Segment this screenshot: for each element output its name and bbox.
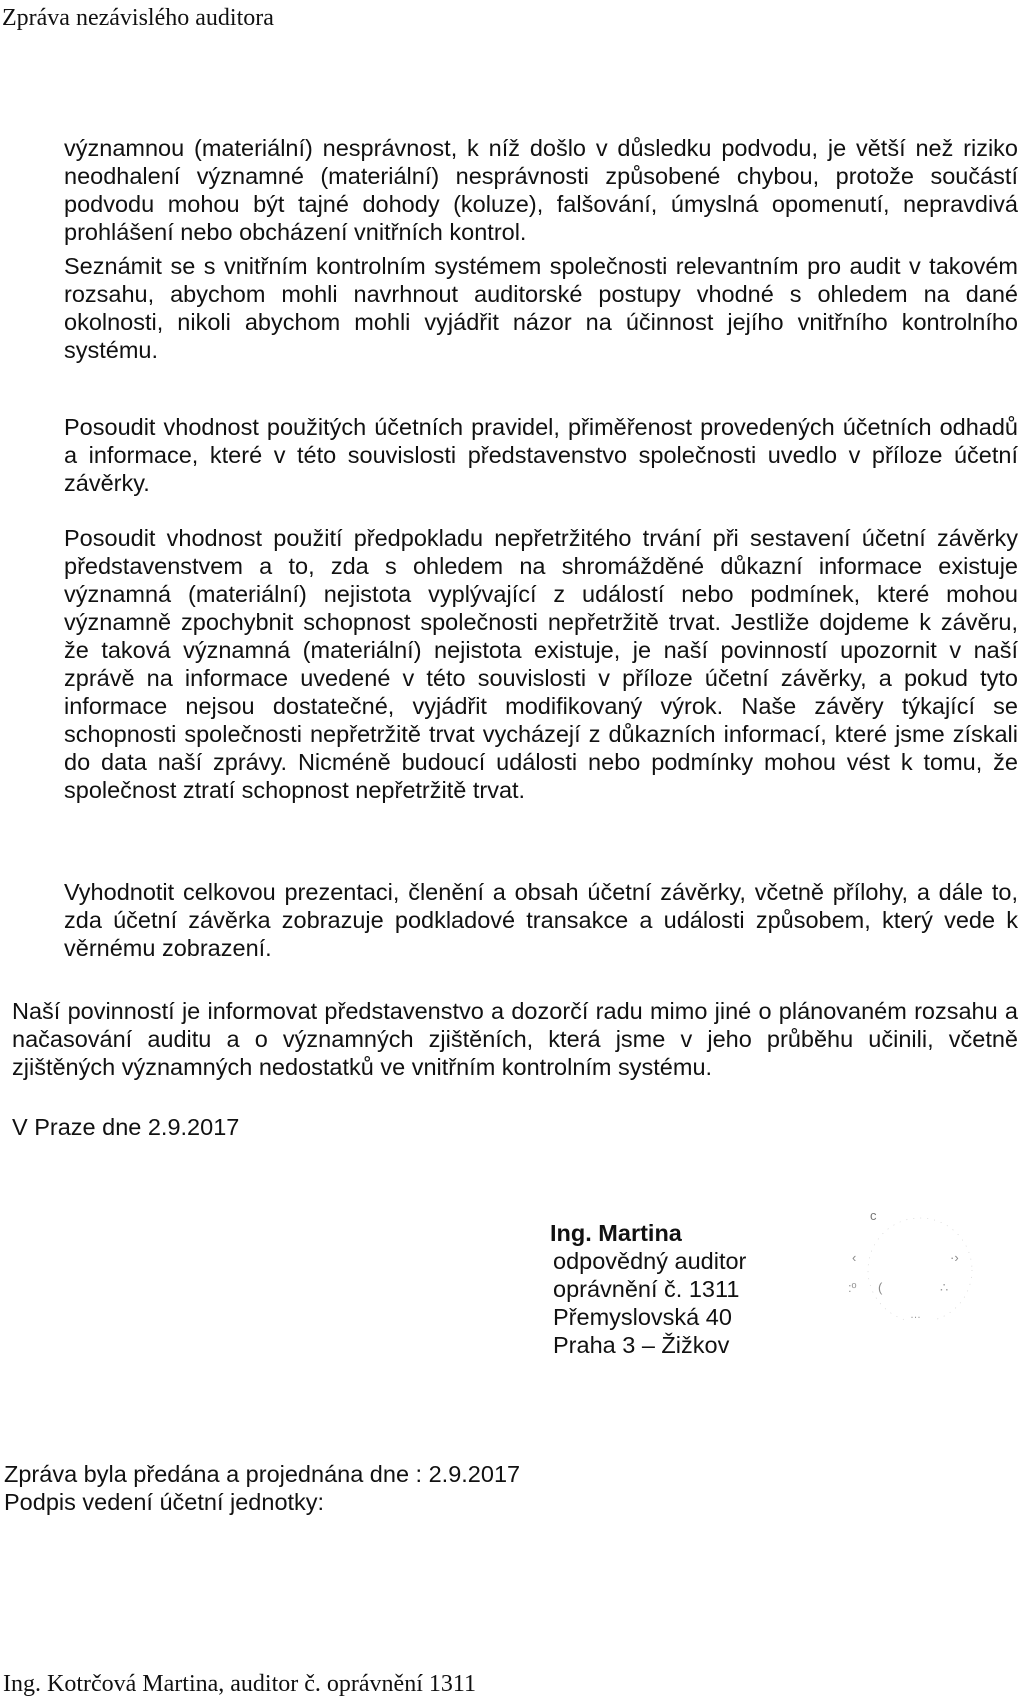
svg-text::º: :º	[848, 1280, 857, 1295]
page-header: Zpráva nezávislého auditora	[2, 5, 274, 31]
svg-text:·›: ·›	[950, 1250, 959, 1265]
auditor-name: Ing. Martina	[550, 1220, 682, 1246]
page-footer: Ing. Kotrčová Martina, auditor č. oprávnění 1311	[3, 1671, 476, 1697]
auditor-street: Přemyslovská 40	[553, 1304, 732, 1330]
handover-date: Zpráva byla předána a projednána dne : 2.9.2017	[4, 1461, 521, 1487]
paragraph-communication-duty: Naší povinností je informovat představenstvo a dozorčí radu mimo jiné o plánovaném rozsahu a načasování auditu a o významných zjištěních, která jsme v jeho průběhu učinili, včetně zjištěných významných nedostatků ve vnitřním kontrolním systému.	[12, 998, 1018, 1080]
paragraph-going-concern: Posoudit vhodnost použití předpokladu nepřetržitého trvání při sestavení účetní závěrky představenstvem a to, zda s ohledem na shromážděné důkazní informace existuje významná (materiální) nejistota vyplývající z událostí nebo podmínek, které mohou významně zpochybnit schopnost společnosti nepřetržitě trvat. Jestliže dojdeme k závěru, že taková významná (materiální) nejistota existuje, je naší povinností upozornit v naší zprávě na informace uvedené v této souvislosti v příloze účetní závěrky, a pokud tyto informace nejsou dostatečné, vyjádřit modifikovaný výrok. Naše závěry týkající se schopnosti společnosti nepřetržitě trvat vycházejí z důkazních informací, které jsme získali do data naší zprávy. Nicméně budoucí události nebo podmínky mohou vést k tomu, že společnost ztratí schopnost nepřetržitě trvat.	[64, 525, 1018, 803]
svg-text:‹: ‹	[852, 1250, 857, 1265]
auditor-city: Praha 3 – Žižkov	[553, 1332, 730, 1358]
paragraph-internal-control: Seznámit se s vnitřním kontrolním systémem společnosti relevantním pro audit v takovém rozsahu, abychom mohli navrhnout auditorské postupy vhodné s ohledem na dané okolnosti, nikoli abychom mohli vyjádřit názor na účinnost jejího vnitřního kontrolního systému.	[64, 253, 1018, 363]
svg-text:∴: ∴	[940, 1280, 949, 1295]
paragraph-fraud-risk: významnou (materiální) nesprávnost, k níž došlo v důsledku podvodu, je větší než riziko neodhalení významné (materiální) nesprávnosti způsobené chybou, protože součástí podvodu mohou být tajné dohody (koluze), falšování, úmyslná opomenutí, nepravdivá prohlášení nebo obcházení vnitřních kontrol.	[64, 135, 1018, 245]
auditor-license: oprávnění č. 1311	[553, 1276, 740, 1302]
svg-text:…: …	[910, 1309, 921, 1320]
paragraph-overall-presentation: Vyhodnotit celkovou prezentaci, členění a obsah účetní závěrky, včetně přílohy, a dále to, zda účetní závěrka zobrazuje podkladové transakce a události způsobem, který vede k věrnému zobrazení.	[64, 879, 1018, 961]
svg-text:(: (	[878, 1280, 883, 1295]
svg-text:c: c	[870, 1208, 877, 1223]
auditor-signature-block	[550, 1219, 747, 1359]
auditor-stamp	[840, 1200, 1000, 1320]
auditor-role: odpovědný auditor	[553, 1248, 747, 1274]
paragraph-accounting-policies: Posoudit vhodnost použitých účetních pravidel, přiměřenost provedených účetních odhadů a informace, které v této souvislosti představenstvo společnosti uvedlo v příloze účetní závěrky.	[64, 414, 1018, 496]
place-and-date: V Praze dne 2.9.2017	[12, 1114, 240, 1140]
management-signature-label: Podpis vedení účetní jednotky:	[4, 1489, 325, 1515]
